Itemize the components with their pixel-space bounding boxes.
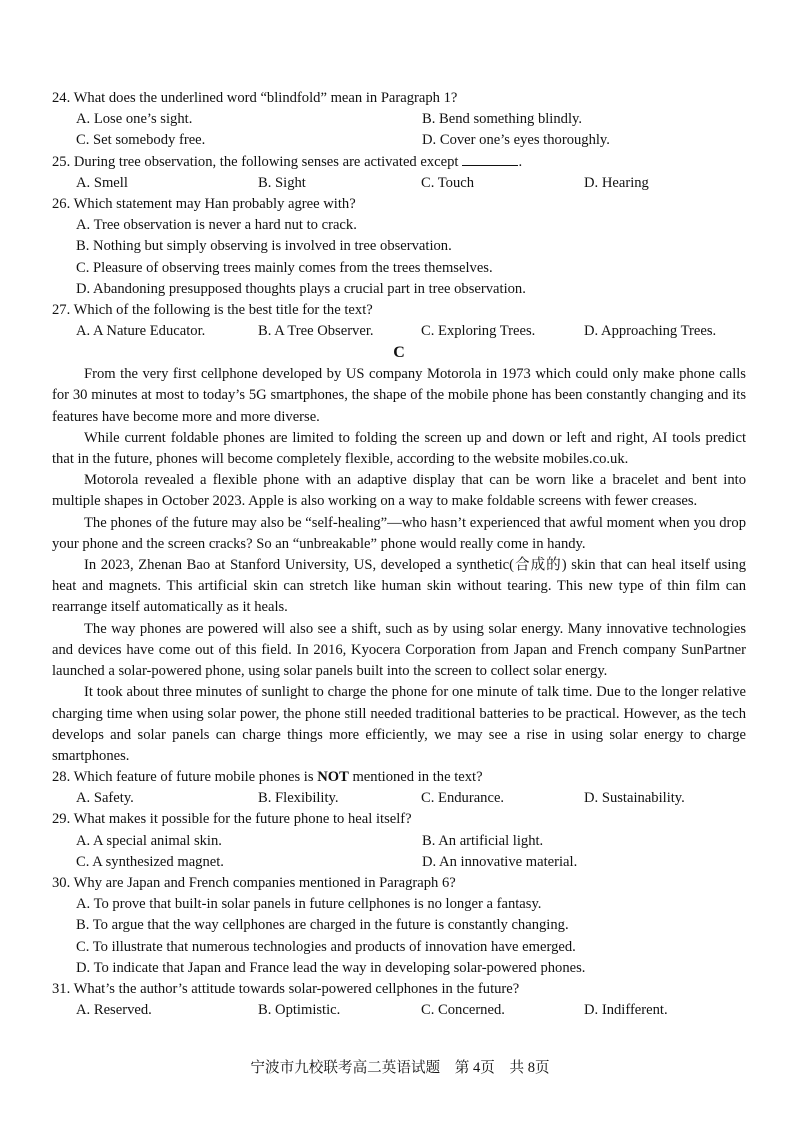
exam-page (52, 88, 746, 1021)
option: C. Concerned. (421, 1002, 505, 1019)
option-row (52, 130, 746, 151)
option: C. Set somebody free. (76, 132, 206, 149)
passage-paragraph: In 2023, Zhenan Bao at Stanford University, US, developed a synthetic(合成的) skin that can heal itself using heat and magnets. This artificial skin can stretch like human skin without tearing. This new type of thin film can rearrange itself automatically as it heals. (52, 557, 746, 616)
option: D. Cover one’s eyes thoroughly. (422, 132, 610, 149)
passage-paragraph: The way phones are powered will also see a shift, such as by using solar energy. Many innovative technologies and devices have come out of this field. In 2016, Kyocera Corporation from Japan and French company SunPartner launched a solar-powered phone, using solar panels built into the screen to collect solar energy. (52, 620, 746, 680)
option: B. Sight (258, 174, 306, 191)
option: B. To argue that the way cellphones are charged in the future is constantly changing. (76, 917, 569, 934)
option-row (52, 321, 746, 342)
option: A. Safety. (76, 790, 134, 807)
answer-blank (462, 153, 518, 166)
option: D. Hearing (584, 174, 649, 191)
passage-paragraph: From the very first cellphone developed by US company Motorola in 1973 which could only make phone calls for 30 minutes at most to today’s 5G smartphones, the shape of the mobile phone has been constantly changing and its features have become more and more diverse. (52, 366, 746, 425)
option-row (52, 788, 746, 809)
option: C. A synthesized magnet. (76, 853, 224, 870)
question-stem-text: 28. Which feature of future mobile phones is (52, 769, 318, 786)
option: B. An artificial light. (422, 832, 544, 849)
option: B. Nothing but simply observing is involved in tree observation. (76, 238, 452, 255)
question-stem: 24. What does the underlined word “blindfold” mean in Paragraph 1? (52, 90, 458, 106)
option-row (52, 831, 746, 852)
option-row (52, 852, 746, 873)
section-heading: C (393, 344, 405, 362)
option: A. A Nature Educator. (76, 323, 206, 340)
question-stem-28 (52, 767, 746, 788)
option: D. Sustainability. (584, 790, 685, 807)
option: A. To prove that built-in solar panels in future cellphones is no longer a fantasy. (76, 896, 542, 913)
option: B. Flexibility. (258, 790, 339, 807)
question-stem: 30. Why are Japan and French companies mentioned in Paragraph 6? (52, 875, 456, 892)
question-stem-text: mentioned in the text? (348, 769, 483, 786)
option: D. To indicate that Japan and France lead the way in developing solar-powered phones. (76, 959, 586, 976)
passage-paragraph: Motorola revealed a flexible phone with an adaptive display that can be worn like a bracelet and bent into multiple shapes in October 2023. Apple is also working on a way to make foldable screens with fewer creases. (52, 472, 746, 510)
option: B. A Tree Observer. (258, 323, 374, 340)
option: D. Abandoning presupposed thoughts plays a crucial part in tree observation. (76, 280, 526, 297)
option: D. An innovative material. (422, 853, 578, 870)
emphasis-not: NOT (317, 769, 349, 786)
option-row (52, 1000, 746, 1021)
question-stem-text: 25. During tree observation, the following senses are activated except (52, 153, 459, 170)
option: A. Lose one’s sight. (76, 111, 193, 128)
passage-paragraph: It took about three minutes of sunlight to charge the phone for one minute of talk time. Due to the longer relative charging time when using solar power, the phone still needed traditional batteries to be practical. However, as the tech develops and solar panels can charge things more efficiently, we may see a rise in using solar energy to charge smartphones. (52, 684, 746, 764)
question-stem: 31. What’s the author’s attitude towards solar-powered cellphones in the future? (52, 980, 520, 997)
option-row (52, 173, 746, 194)
option-row (52, 109, 746, 130)
option: C. Exploring Trees. (421, 323, 536, 340)
option: C. Pleasure of observing trees mainly comes from the trees themselves. (76, 259, 493, 276)
option: C. To illustrate that numerous technologies and products of innovation have emerged. (76, 938, 576, 955)
option: B. Optimistic. (258, 1002, 341, 1019)
option: C. Endurance. (421, 790, 505, 807)
option: A. Tree observation is never a hard nut to crack. (76, 217, 357, 234)
question-stem: 29. What makes it possible for the future phone to heal itself? (52, 811, 412, 828)
question-stem: 27. Which of the following is the best title for the text? (52, 301, 373, 318)
option: A. Smell (76, 174, 128, 191)
option: D. Indifferent. (584, 1002, 668, 1019)
option: C. Touch (421, 174, 475, 191)
option: D. Approaching Trees. (584, 323, 717, 340)
option: B. Bend something blindly. (422, 111, 582, 128)
option: A. A special animal skin. (76, 832, 222, 849)
page-footer: 宁波市九校联考高二英语试题 第 4页 共 8页 (250, 1060, 550, 1076)
option: A. Reserved. (76, 1002, 152, 1019)
passage-paragraph: While current foldable phones are limited to folding the screen up and down or left and right, AI tools predict that in the future, phones will become completely flexible, according to the website mobiles.co.uk. (52, 429, 746, 468)
passage-paragraph: The phones of the future may also be “self-healing”—who hasn’t experienced that awful moment when you drop your phone and the screen cracks? So an “unbreakable” phone would really come in handy. (52, 514, 746, 552)
question-stem-25: 25. During tree observation, the following senses are activated except . (52, 153, 523, 170)
question-stem: 26. Which statement may Han probably agree with? (52, 195, 356, 212)
